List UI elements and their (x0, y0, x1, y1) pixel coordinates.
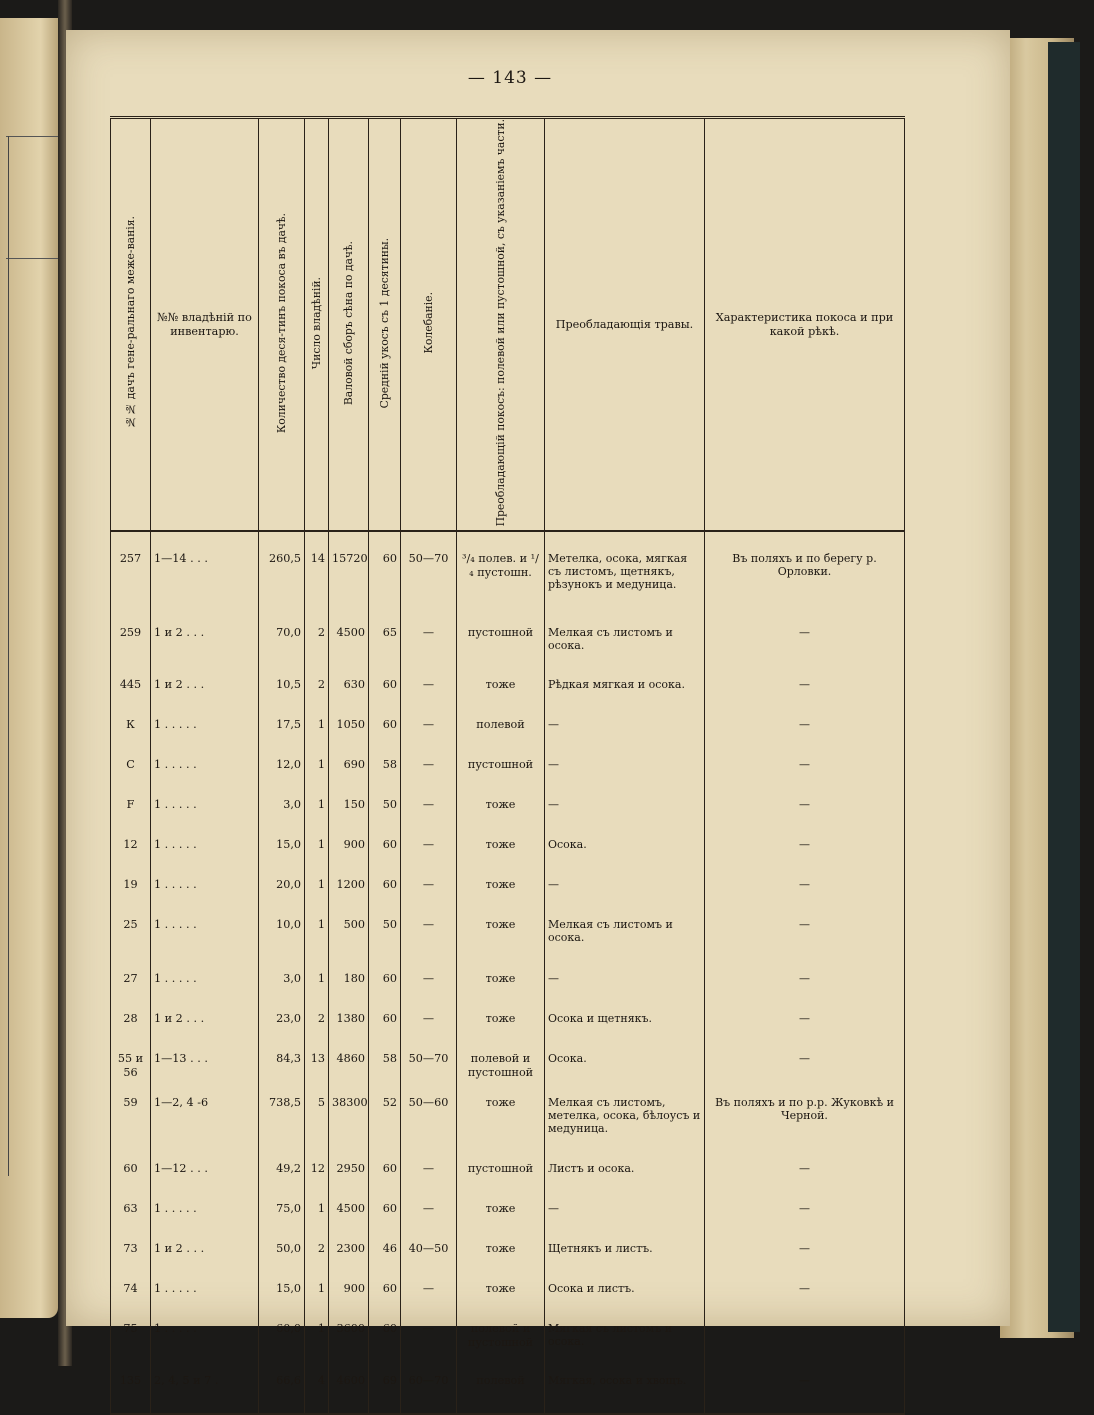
table-row (111, 878, 905, 918)
table-row (111, 1202, 905, 1242)
cell-grass: Рѣдкая мягкая и осока. (545, 678, 705, 718)
cell-grass: Щетнякъ и листъ. (545, 1242, 705, 1282)
cell-type: пустошной (457, 758, 545, 798)
cell-gross: 15720 (329, 552, 369, 626)
cell-gross: 500 (329, 918, 369, 972)
cell-area: 70,0 (259, 626, 305, 678)
cell-fluct: 50—70 (401, 1052, 457, 1096)
header-gross-hay (329, 118, 369, 532)
cell-area: 20,0 (259, 878, 305, 918)
cell-grass: — (545, 878, 705, 918)
header-avg-yield-text: Средній укосъ съ 1 десятины. (377, 237, 391, 408)
cell-n: 1 (305, 918, 329, 972)
cell-gross: 4500 (329, 626, 369, 678)
header-avg-yield (369, 118, 401, 532)
cell-gross: 4600 (329, 1374, 369, 1414)
cell-dacha: 55 и 56 (111, 1052, 151, 1096)
cell-fluct: — (401, 1322, 457, 1374)
cell-gross: 3600 (329, 1322, 369, 1374)
cell-type: тоже (457, 838, 545, 878)
cell-dacha: 59 (111, 1096, 151, 1162)
header-character-text: Характеристика покоса и при какой рѣкѣ. (715, 310, 894, 338)
table-row (111, 918, 905, 972)
table-row (111, 972, 905, 1012)
cell-fluct: — (401, 678, 457, 718)
cell-fluct: — (401, 878, 457, 918)
cell-grass: — (545, 1202, 705, 1242)
header-grasses (545, 118, 705, 532)
spacer-cell (305, 531, 329, 552)
cell-gross: 690 (329, 758, 369, 798)
cell-avg: 46 (369, 1242, 401, 1282)
cell-type: пустошной (457, 1162, 545, 1202)
table-row (111, 758, 905, 798)
cell-dacha: 25 (111, 918, 151, 972)
cell-fluct: 50—70 (401, 552, 457, 626)
cell-area: 23,0 (259, 1012, 305, 1052)
table-row (111, 626, 905, 678)
cell-dacha: 257 (111, 552, 151, 626)
cell-area: 15,0 (259, 1282, 305, 1322)
cell-avg: 60 (369, 678, 401, 718)
cell-avg: 50 (369, 798, 401, 838)
cell-gross: 150 (329, 798, 369, 838)
cell-avg: 60 (369, 972, 401, 1012)
cell-type: полевой и пустошной (457, 1052, 545, 1096)
cell-grass: Мелкая съ листомъ, метелка, осока, бѣлоусъ и медуница. (545, 1096, 705, 1162)
cell-n: 1 (305, 798, 329, 838)
cell-avg: 60 (369, 718, 401, 758)
cell-type: тоже (457, 1242, 545, 1282)
table-row (111, 1242, 905, 1282)
cell-own: 1 . . . . . (151, 1322, 259, 1374)
cell-gross: 630 (329, 678, 369, 718)
spacer-cell (111, 531, 151, 552)
cell-char: — (705, 718, 905, 758)
cell-own: 1 . . . . . (151, 918, 259, 972)
cell-grass: — (545, 758, 705, 798)
cell-area: 738,5 (259, 1096, 305, 1162)
cell-grass: Мягкая, осока и хвощъ. (545, 1374, 705, 1414)
header-area (259, 118, 305, 532)
cell-avg: 60 (369, 1282, 401, 1322)
cell-gross: 1380 (329, 1012, 369, 1052)
book-cover (1048, 42, 1080, 1332)
cell-type: ³/₄ полев. и ¹/₄ пустошн. (457, 552, 545, 626)
cell-own: 1 . . . . . (151, 838, 259, 878)
cell-gross: 2950 (329, 1162, 369, 1202)
cell-own: 1 и 2 . . . (151, 626, 259, 678)
cell-fluct: — (401, 972, 457, 1012)
cell-char: — (705, 1322, 905, 1374)
cell-gross: 900 (329, 1282, 369, 1322)
cell-area: 15,0 (259, 838, 305, 878)
cell-gross: 900 (329, 838, 369, 878)
cell-n: 13 (305, 1052, 329, 1096)
cell-dacha: F (111, 798, 151, 838)
cell-dacha: С (111, 758, 151, 798)
cell-gross: 4500 (329, 1202, 369, 1242)
cell-n: 1 (305, 838, 329, 878)
cell-n: 1 (305, 972, 329, 1012)
cell-dacha: 27 (111, 972, 151, 1012)
table-row (111, 552, 905, 626)
facing-page-edge (0, 18, 58, 1318)
spacer-cell (457, 531, 545, 552)
header-fluctuation (401, 118, 457, 532)
cell-avg: 50 (369, 918, 401, 972)
cell-n: 1 (305, 718, 329, 758)
cell-fluct: — (401, 718, 457, 758)
cell-char: — (705, 1012, 905, 1052)
cell-avg: 60 (369, 552, 401, 626)
spacer-cell (545, 531, 705, 552)
cell-area: 75,0 (259, 1202, 305, 1242)
header-dacha-no (111, 118, 151, 532)
cell-char: Въ поляхъ и по берегу р. Орловки. (705, 552, 905, 626)
cell-gross: 38300 (329, 1096, 369, 1162)
table-row (111, 798, 905, 838)
cell-fluct: 60—70 (401, 1374, 457, 1414)
cell-type: тоже (457, 918, 545, 972)
cell-own: 1 . . . . . (151, 718, 259, 758)
spacer-cell (329, 531, 369, 552)
cell-char: — (705, 1282, 905, 1322)
header-dacha-no-text: №№ дачъ гене-ральнаго меже-ванія. (123, 216, 137, 430)
cell-dacha: 60 (111, 1162, 151, 1202)
cell-char: — (705, 1202, 905, 1242)
cell-type: пустошной (457, 626, 545, 678)
cell-n: 2 (305, 678, 329, 718)
cell-fluct: — (401, 1162, 457, 1202)
cell-type: полевой и пустошной (457, 1322, 545, 1374)
cell-grass: Осока. (545, 838, 705, 878)
cell-grass: — (545, 972, 705, 1012)
cell-char: — (705, 678, 905, 718)
cell-avg: 60 (369, 878, 401, 918)
facing-page-rule (6, 258, 58, 259)
cell-char: — (705, 1242, 905, 1282)
cell-own: 1 . . . . . (151, 798, 259, 838)
cell-own: 1 и 2 . . . (151, 1242, 259, 1282)
header-fluctuation-text: Колебаніе. (421, 291, 435, 354)
cell-fluct: — (401, 838, 457, 878)
cell-type: тоже (457, 1282, 545, 1322)
cell-grass: Осока. (545, 1052, 705, 1096)
header-character (705, 118, 905, 532)
cell-own: 1 . . . . . (151, 1282, 259, 1322)
cell-dacha: К (111, 718, 151, 758)
table-row (111, 1052, 905, 1096)
cell-n: 12 (305, 1162, 329, 1202)
table-header-row (111, 118, 905, 532)
cell-n: 1 (305, 878, 329, 918)
spacer-cell (369, 531, 401, 552)
cell-grass: Мелкая съ листомъ и осока. (545, 626, 705, 678)
cell-grass: Мелкая съ листомъ и осока. (545, 918, 705, 972)
cell-type: тоже (457, 1096, 545, 1162)
table-row (111, 718, 905, 758)
cell-own: 1—13 . . . (151, 1052, 259, 1096)
cell-own: 1 . . . . . (151, 1202, 259, 1242)
cell-avg: 52 (369, 1096, 401, 1162)
cell-char: — (705, 918, 905, 972)
cell-type: тоже (457, 678, 545, 718)
spacer-cell (151, 531, 259, 552)
cell-own: 1 . . . . . (151, 878, 259, 918)
hay-yield-table (110, 116, 905, 1415)
header-gross-hay-text: Валовой сборъ сѣна по дачѣ. (341, 240, 355, 405)
cell-fluct: — (401, 626, 457, 678)
cell-dacha: 75 (111, 1322, 151, 1374)
cell-fluct: — (401, 1282, 457, 1322)
cell-own: 1 . . . . . (151, 758, 259, 798)
cell-n: 2 (305, 1242, 329, 1282)
table-row (111, 678, 905, 718)
cell-dacha: 259 (111, 626, 151, 678)
cell-area: 50,0 (259, 1242, 305, 1282)
header-mowing-type (457, 118, 545, 532)
cell-area: 10,0 (259, 918, 305, 972)
cell-grass: Осока и листъ. (545, 1282, 705, 1322)
cell-fluct: — (401, 758, 457, 798)
cell-n: 2 (305, 626, 329, 678)
cell-char: — (705, 838, 905, 878)
cell-area: 17,5 (259, 718, 305, 758)
cell-type: полевой (457, 1374, 545, 1414)
table-row (111, 1012, 905, 1052)
cell-dacha: 12 (111, 838, 151, 878)
cell-grass: Мягкая съ листомъ и осока. (545, 1322, 705, 1374)
cell-fluct: — (401, 918, 457, 972)
cell-avg: 58 (369, 758, 401, 798)
cell-area: 66,6 (259, 1374, 305, 1414)
table-spacer-row (111, 531, 905, 552)
table-row (111, 1322, 905, 1374)
cell-area: 60,0 (259, 1322, 305, 1374)
cell-char: Въ поляхъ и по р.р. Жуковкѣ и Черной. (705, 1096, 905, 1162)
cell-own: 1 . . . . . (151, 972, 259, 1012)
cell-type: тоже (457, 972, 545, 1012)
cell-area: 3,0 (259, 972, 305, 1012)
cell-n: 2 (305, 1012, 329, 1052)
cell-char: — (705, 1162, 905, 1202)
cell-grass: — (545, 718, 705, 758)
cell-n: 4 (305, 1374, 329, 1414)
cell-area: 49,2 (259, 1162, 305, 1202)
cell-type: тоже (457, 1202, 545, 1242)
cell-n: 1 (305, 758, 329, 798)
cell-gross: 1200 (329, 878, 369, 918)
cell-avg: 60 (369, 1162, 401, 1202)
page-number: — 143 — (467, 68, 553, 88)
cell-own: 1—12 . . . (151, 1162, 259, 1202)
cell-dacha: 74 (111, 1282, 151, 1322)
facing-page-rule (6, 136, 58, 137)
cell-type: полевой (457, 718, 545, 758)
cell-dacha: 73 (111, 1242, 151, 1282)
cell-own: 1 и 2 . . . (151, 678, 259, 718)
header-owners-count-text: Число владѣній. (309, 276, 323, 369)
cell-grass: Осока и щетнякъ. (545, 1012, 705, 1052)
cell-grass: — (545, 798, 705, 838)
cell-fluct: 50—60 (401, 1096, 457, 1162)
table-row (111, 1282, 905, 1322)
facing-page-vrule (8, 136, 9, 1176)
cell-area: 3,0 (259, 798, 305, 838)
cell-gross: 180 (329, 972, 369, 1012)
cell-n: 1 (305, 1282, 329, 1322)
table-row (111, 1096, 905, 1162)
cell-grass: Листъ и осока. (545, 1162, 705, 1202)
cell-dacha: 63 (111, 1202, 151, 1242)
cell-fluct: — (401, 1012, 457, 1052)
spacer-cell (705, 531, 905, 552)
cell-dacha: 135 (111, 1374, 151, 1414)
header-ownership-no (151, 118, 259, 532)
cell-avg: 60 (369, 1012, 401, 1052)
table-row (111, 1162, 905, 1202)
cell-own: 1—2, 4 -6 (151, 1096, 259, 1162)
cell-avg: 69 (369, 1374, 401, 1414)
cell-dacha: 445 (111, 678, 151, 718)
header-ownership-no-text: №№ владѣній по инвентарю. (157, 310, 252, 338)
cell-fluct: — (401, 798, 457, 838)
header-grasses-text: Преобладающія травы. (555, 317, 694, 331)
cell-n: 1 (305, 1202, 329, 1242)
cell-char: — (705, 972, 905, 1012)
cell-area: 12,0 (259, 758, 305, 798)
cell-gross: 2300 (329, 1242, 369, 1282)
cell-char: — (705, 626, 905, 678)
header-area-text: Количество деся-тинъ покоса въ дачѣ. (274, 212, 288, 433)
cell-type: тоже (457, 798, 545, 838)
cell-char: — (705, 1374, 905, 1414)
table-row (111, 1374, 905, 1414)
cell-area: 260,5 (259, 552, 305, 626)
cell-n: 14 (305, 552, 329, 626)
table-row (111, 838, 905, 878)
cell-own: 2, 4, 5 и 7 . (151, 1374, 259, 1414)
cell-type: тоже (457, 1012, 545, 1052)
cell-avg: 60 (369, 1202, 401, 1242)
cell-char: — (705, 1052, 905, 1096)
cell-dacha: 28 (111, 1012, 151, 1052)
header-owners-count (305, 118, 329, 532)
cell-gross: 1050 (329, 718, 369, 758)
cell-n: 5 (305, 1096, 329, 1162)
cell-avg: 65 (369, 626, 401, 678)
cell-area: 10,5 (259, 678, 305, 718)
cell-avg: 60 (369, 1322, 401, 1374)
cell-n: 1 (305, 1322, 329, 1374)
spacer-cell (401, 531, 457, 552)
cell-grass: Метелка, осока, мягкая съ листомъ, щетнякъ, рѣзунокъ и медуница. (545, 552, 705, 626)
cell-avg: 60 (369, 838, 401, 878)
cell-own: 1 и 2 . . . (151, 1012, 259, 1052)
spacer-cell (259, 531, 305, 552)
cell-dacha: 19 (111, 878, 151, 918)
header-mowing-type-text: Преобладающій покосъ: полевой или пустошной, съ указаніемъ части. (493, 119, 507, 527)
cell-type: тоже (457, 878, 545, 918)
cell-fluct: 40—50 (401, 1242, 457, 1282)
cell-char: — (705, 878, 905, 918)
cell-char: — (705, 758, 905, 798)
cell-avg: 58 (369, 1052, 401, 1096)
cell-area: 84,3 (259, 1052, 305, 1096)
cell-own: 1—14 . . . (151, 552, 259, 626)
cell-fluct: — (401, 1202, 457, 1242)
cell-char: — (705, 798, 905, 838)
cell-gross: 4860 (329, 1052, 369, 1096)
